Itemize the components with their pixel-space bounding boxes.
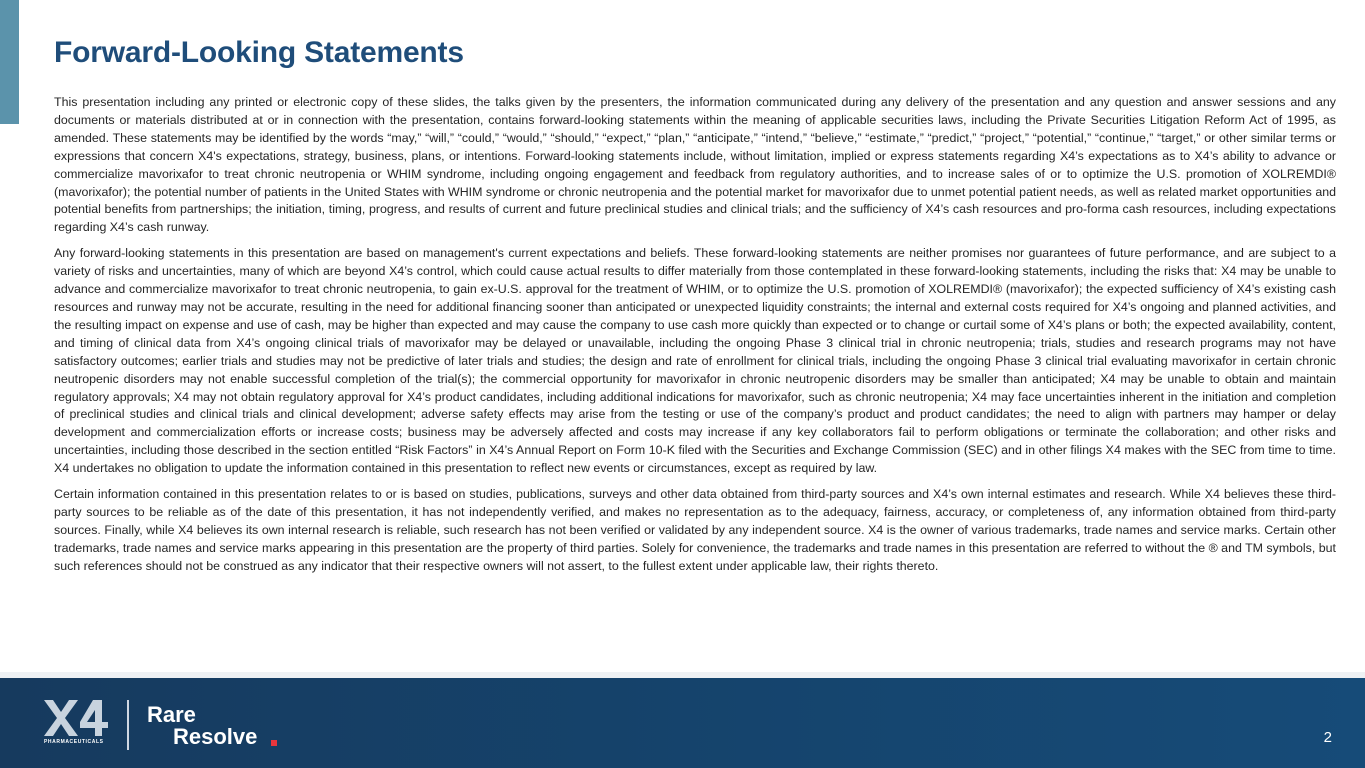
accent-bar: [0, 0, 19, 124]
x4-logo: [44, 700, 112, 736]
tagline-dot: [271, 740, 277, 746]
tagline-rare: Rare: [147, 702, 196, 727]
paragraph-forward-looking: This presentation including any printed or electronic copy of these slides, the talks given by the presenters, the information communicated during any delivery of the presentation and any question and answer sessions and any documents or materials distributed at or in connection with the presentation, contains forward-looking statements within the meaning of applicable securities laws, including the Private Securities Litigation Reform Act of 1995, as amended. These statements may be identified by the words “may,” “will,” “could,” “would,” “should,” “expect,” “plan,” “anticipate,” “intend,” “believe,” “estimate,” “predict,” “project,” “potential,” “continue,” “target,” or other similar terms or expressions that concern X4's expectations, strategy, business, plans, or intentions. Forward-looking statements include, without limitation, implied or express statements regarding X4’s expectations as to X4’s ability to advance or commercialize mavorixafor to treat chronic neutropenia or WHIM syndrome, including ongoing engagement and feedback from regulatory authorities, and to increase sales of or to optimize the U.S. promotion of XOLREMDI® (mavorixafor); the potential number of patients in the United States with WHIM syndrome or chronic neutropenia and the potential market for mavorixafor due to unmet potential patient needs, as well as related market opportunities and potential benefits from partnerships; the initiation, timing, progress, and results of current and future preclinical studies and clinical trials; and the sufficiency of X4’s cash resources and pro-forma cash resources, including expectations regarding X4’s cash runway.: [54, 95, 1336, 235]
footer-bar: [0, 678, 1365, 768]
page-number: 2: [1323, 729, 1332, 746]
logo-subtext: PHARMACEUTICALS: [44, 739, 104, 745]
paragraph-third-party: Certain information contained in this presentation relates to or is based on studies, publications, surveys and other data obtained from third-party sources and X4’s own internal estimates and research. While X4 believes these third-party sources to be reliable as of the date of this presentation, it has not independently verified, and makes no representation as to the adequacy, fairness, accuracy, or completeness of, any information obtained from third-party sources. Finally, while X4 believes its own internal research is reliable, such research has not been verified or validated by any independent source. X4 is the owner of various trademarks, trade names and service marks. Certain other trademarks, trade names and service marks appearing in this presentation are the property of third parties. Solely for convenience, the trademarks and trade names in this presentation are referred to without the ® and TM symbols, but such references should not be construed as any indicator that their respective owners will not assert, to the fullest extent under applicable law, their rights thereto.: [54, 487, 1336, 573]
paragraph-risks: Any forward-looking statements in this presentation are based on management's current expectations and beliefs. These forward-looking statements are neither promises nor guarantees of future performance, and are subject to a variety of risks and uncertainties, many of which are beyond X4’s control, which could cause actual results to differ materially from those contemplated in these forward-looking statements, including the risks that: X4 may be unable to advance and commercialize mavorixafor to treat chronic neutropenia, to gain ex-U.S. approval for the treatment of WHIM, or to optimize the U.S. promotion of XOLREMDI® (mavorixafor); the expected sufficiency of X4’s existing cash resources and runway may not be accurate, resulting in the need for additional financing sooner than anticipated or unexpected liquidity constraints; the internal and external costs required for X4’s ongoing and planned activities, and the resulting impact on expense and use of cash, may be higher than expected and may cause the company to use cash more quickly than expected or to change or curtail some of X4’s plans or both; the expected availability, content, and timing of clinical data from X4’s ongoing clinical trials of mavorixafor may be delayed or unavailable, including the ongoing Phase 3 clinical trial in chronic neutropenia; trials, studies and research programs may not have satisfactory outcomes; earlier trials and studies may not be predictive of later trials and studies; the design and rate of enrollment for clinical trials, including the ongoing Phase 3 clinical trial evaluating mavorixafor in certain chronic neutropenic disorders may not enable successful completion of the trial(s); the commercial opportunity for mavorixafor in chronic neutropenic disorders may be smaller than anticipated; X4 may be unable to obtain and maintain regulatory approvals; X4 may not obtain regulatory approval for X4’s product candidates, including additional indications for mavorixafor, such as chronic neutropenia; X4 may face uncertainties inherent in the initiation and completion of preclinical studies and clinical trials and clinical development; adverse safety effects may arise from the testing or use of the company’s product and product candidates; the need to align with partners may hamper or delay development and commercialization efforts or increase costs; business may be adversely affected and costs may increase if any key collaborators fail to perform obligations or terminate the collaboration; and other risks and uncertainties, including those described in the section entitled “Risk Factors” in X4’s Annual Report on Form 10-K filed with the Securities and Exchange Commission (SEC) and in other filings X4 makes with the SEC from time to time. X4 undertakes no obligation to update the information contained in this presentation to reflect new events or circumstances, except as required by law.: [54, 246, 1336, 476]
disclaimer-body: [54, 94, 1336, 584]
page-title: Forward-Looking Statements: [54, 36, 464, 69]
tagline-resolve: Resolve: [173, 724, 258, 749]
logo-divider: [127, 700, 129, 750]
